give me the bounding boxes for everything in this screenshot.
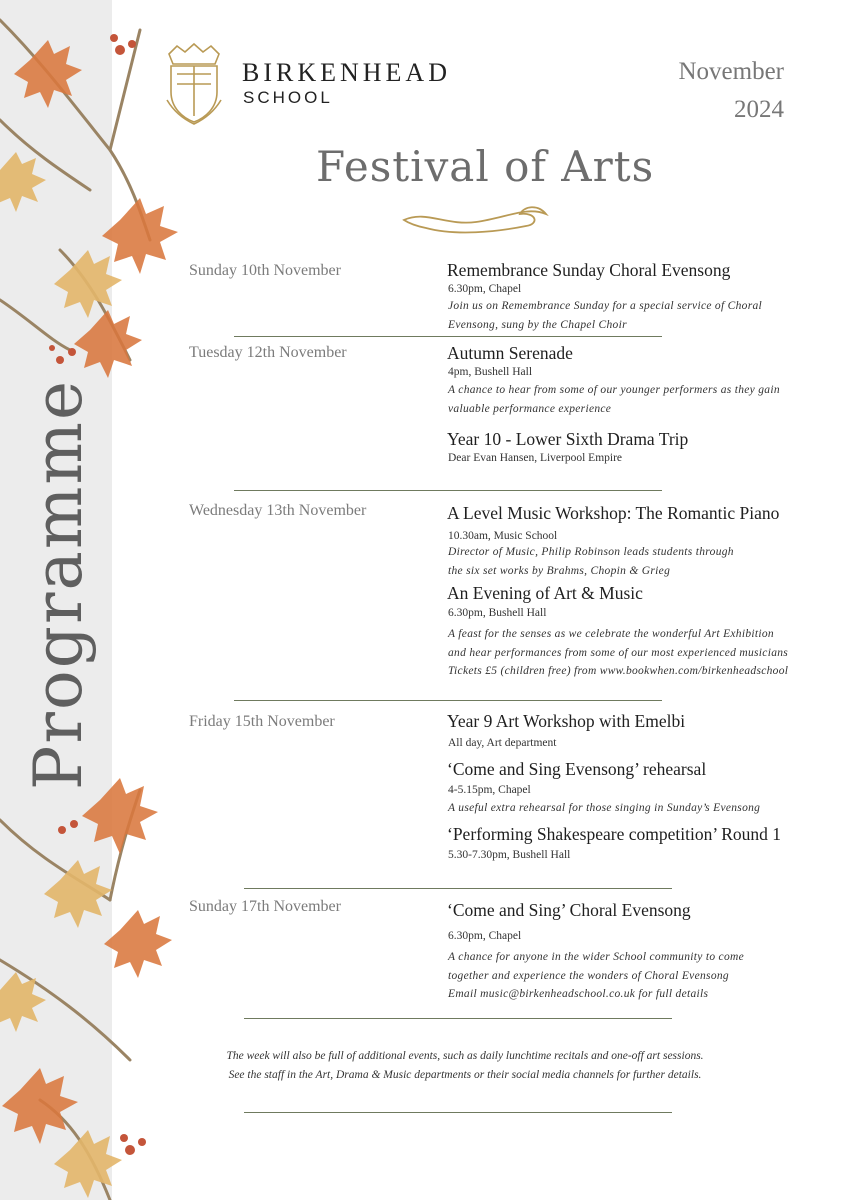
page-title: Festival of Arts [316, 142, 655, 191]
section-divider [244, 888, 672, 889]
event-title: ‘Come and Sing Evensong’ rehearsal [447, 759, 707, 779]
event-title: Year 10 - Lower Sixth Drama Trip [447, 429, 689, 449]
event-title: Remembrance Sunday Choral Evensong [447, 260, 731, 280]
event-title: An Evening of Art & Music [447, 583, 643, 603]
day-label: Sunday 17th November [189, 898, 341, 915]
event-meta: All day, Art department [448, 737, 557, 749]
event-meta: 6.30pm, Chapel [448, 283, 522, 295]
event-meta: 6.30pm, Chapel [448, 930, 522, 942]
event-meta: Dear Evan Hansen, Liverpool Empire [448, 452, 623, 464]
section-divider [234, 700, 662, 701]
event-meta: 5.30-7.30pm, Bushell Hall [448, 849, 571, 861]
issue-month: November [678, 58, 784, 85]
issue-year: 2024 [734, 96, 784, 123]
day-label: Friday 15th November [189, 713, 335, 730]
section-divider [234, 490, 662, 491]
day-label: Wednesday 13th November [189, 502, 367, 519]
event-meta: 4pm, Bushell Hall [448, 366, 533, 378]
event-desc: Director of Music, Philip Robinson leads students through the six set works by Brahms, Chopin & Grieg [448, 546, 734, 577]
footer-note: The week will also be full of additional events, such as daily lunchtime recitals and one-off art sessions. See the staff in the Art, Drama & Music departments or their social media channels for further details. [226, 1050, 704, 1081]
event-desc: A chance to hear from some of our younger performers as they gain valuable performance experience [448, 384, 780, 415]
event-desc: Join us on Remembrance Sunday for a special service of Choral Evensong, sung by the Chapel Choir [448, 300, 763, 331]
section-divider [234, 336, 662, 337]
footer-divider [244, 1112, 672, 1113]
event-title: ‘Performing Shakespeare competition’ Round 1 [447, 824, 782, 844]
event-title: Year 9 Art Workshop with Emelbi [447, 711, 686, 731]
section-divider [244, 1018, 672, 1019]
event-desc: A chance for anyone in the wider School community to come together and experience the wonders of Choral Evensong Email music@birkenheadschool.co.uk for full details [448, 951, 745, 1000]
programme-side-label: Programme [20, 378, 97, 790]
event-desc: A feast for the senses as we celebrate the wonderful Art Exhibition and hear performances from some of our most experienced musicians Tickets £5 (children free) from www.bookwhen.com/birkenheadschool [448, 628, 789, 677]
event-meta: 6.30pm, Bushell Hall [448, 607, 547, 619]
event-desc: A useful extra rehearsal for those singing in Sunday’s Evensong [448, 802, 761, 814]
day-label: Tuesday 12th November [189, 344, 347, 361]
event-meta: 4-5.15pm, Chapel [448, 784, 531, 796]
school-subtitle: SCHOOL [243, 88, 333, 107]
school-crest-icon [163, 40, 225, 130]
event-title: A Level Music Workshop: The Romantic Piano [447, 503, 780, 523]
day-label: Sunday 10th November [189, 262, 341, 279]
flourish-ornament-icon [396, 196, 556, 240]
event-meta: 10.30am, Music School [448, 530, 558, 542]
event-title: ‘Come and Sing’ Choral Evensong [447, 900, 691, 920]
school-name: BIRKENHEAD [242, 58, 451, 87]
event-title: Autumn Serenade [447, 343, 573, 363]
